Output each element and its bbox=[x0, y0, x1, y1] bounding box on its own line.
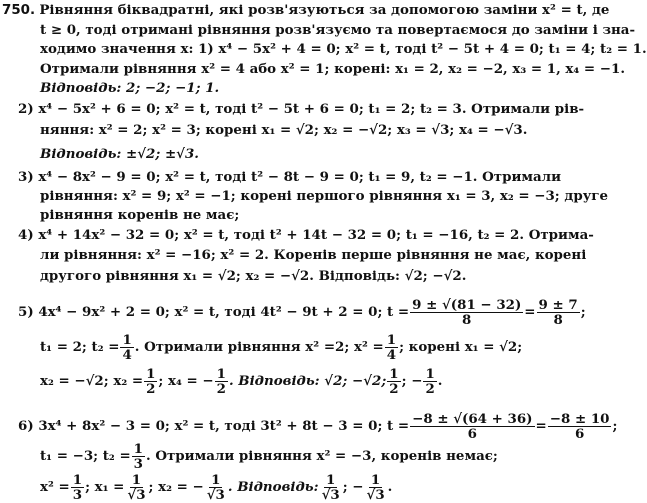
problem-line-4: Отримали рівняння x² = 4 або x² = 1; корені: x₁ = 2, x₂ = −2, x₃ = 1, x₄ = −1. bbox=[40, 61, 625, 77]
part-3-line-3: рівняння коренів не має; bbox=[40, 207, 240, 223]
problem-line-1: 750. Рівняння біквадратні, які розв'язуються за допомогою заміни x² = t, де bbox=[2, 2, 610, 18]
fraction: $\frac{1}{2}$ bbox=[389, 366, 399, 398]
part-6-line-2: t₁ = −3; t₂ = $\frac{1}{3}$ . Отримали рівняння x² = −3, коренів немає; bbox=[40, 441, 498, 473]
part-3-line-2: рівняння: x² = 9; x² = −1; корені першого рівняння x₁ = 3, x₂ = −3; друге bbox=[40, 188, 608, 204]
problem-number: 750. bbox=[2, 3, 36, 18]
part-3-line-1: 3) x⁴ − 8x² − 9 = 0; x² = t, тоді t² − 8t − 9 = 0; t₁ = 9, t₂ = −1. Отримали bbox=[18, 169, 562, 185]
fraction: $\frac{1}{4}$ bbox=[122, 332, 132, 364]
fraction: $\frac{1}{√3}$ bbox=[206, 472, 225, 503]
part-6-line-1: 6) 3x⁴ + 8x² − 3 = 0; x² = t, тоді 3t² + 8t − 3 = 0; t = $\frac{-8 \pm √(64 + 36)}{6}$ = $\frac{-8 \pm 10}{6}$ ; bbox=[18, 411, 618, 443]
part-4-line-1: 4) x⁴ + 14x² − 32 = 0; x² = t, тоді t² + 14t − 32 = 0; t₁ = −16, t₂ = 2. Отрима- bbox=[18, 227, 594, 243]
answer-1: Відповідь: 2; −2; −1; 1. bbox=[40, 80, 220, 96]
fraction: $\frac{9 \pm 7}{8}$ bbox=[538, 297, 578, 329]
part-5-line-3: x₂ = −√2; x₂ = $\frac{1}{2}$ ; x₄ = − $\frac{1}{2}$ . Відповідь: √2; −√2; $\frac{1}{2}$ ; − $\frac{1}{2}$ . bbox=[40, 366, 443, 398]
part-6-line-3: x² = $\frac{1}{3}$ ; x₁ = $\frac{1}{√3}$ ; x₂ = − $\frac{1}{√3}$ . Відповідь: $\frac{1}{√3}$ ; − $\frac{1}{√3}$ . bbox=[40, 472, 393, 503]
fraction: $\frac{-8 \pm 10}{6}$ bbox=[549, 411, 610, 443]
fraction: $\frac{1}{2}$ bbox=[216, 366, 226, 398]
problem-line-2: t ≥ 0, тоді отримані рівняння розв'язуємо та повертаємося до заміни і зна- bbox=[40, 22, 636, 38]
fraction: $\frac{1}{2}$ bbox=[146, 366, 156, 398]
fraction: $\frac{1}{3}$ bbox=[133, 441, 143, 473]
fraction: $\frac{1}{3}$ bbox=[72, 472, 83, 503]
fraction: $\frac{1}{2}$ bbox=[425, 366, 435, 398]
part-2-line-1: 2) x⁴ − 5x² + 6 = 0; x² = t, тоді t² − 5t + 6 = 0; t₁ = 2; t₂ = 3. Отримали рів- bbox=[18, 101, 585, 117]
part-4-line-3: другого рівняння x₁ = √2; x₂ = −√2. Відповідь: √2; −√2. bbox=[40, 268, 467, 284]
fraction: $\frac{1}{4}$ bbox=[386, 332, 397, 364]
part-5-line-1: 5) 4x⁴ − 9x² + 2 = 0; x² = t, тоді 4t² − 9t + 2 = 0; t = $\frac{9 \pm √(81 - 32)}{8}$ = $\frac{9 \pm 7}{8}$ ; bbox=[18, 297, 586, 329]
fraction: $\frac{9 \pm √(81 - 32)}{8}$ bbox=[412, 297, 522, 329]
part-5-line-2: t₁ = 2; t₂ = $\frac{1}{4}$ . Отримали рівняння x² = 2 ; x² = $\frac{1}{4}$ ; корені x₁ = √2; bbox=[40, 332, 523, 364]
fraction: $\frac{1}{√3}$ bbox=[127, 472, 146, 503]
part-4-line-2: ли рівняння: x² = −16; x² = 2. Коренів перше рівняння не має, корені bbox=[40, 247, 587, 263]
problem-line-3: ходимо значення x: 1) x⁴ − 5x² + 4 = 0; x² = t, тоді t² − 5t + 4 = 0; t₁ = 4; t₂ = 1. bbox=[40, 41, 647, 57]
fraction: $\frac{-8 \pm √(64 + 36)}{6}$ bbox=[412, 411, 533, 443]
fraction: $\frac{1}{√3}$ bbox=[321, 472, 340, 503]
fraction: $\frac{1}{√3}$ bbox=[366, 472, 385, 503]
part-2-line-2: няння: x² = 2; x² = 3; корені x₁ = √2; x₂ = −√2; x₃ = √3; x₄ = −√3. bbox=[40, 122, 528, 138]
answer-2: Відповідь: ±√2; ±√3. bbox=[40, 146, 199, 162]
